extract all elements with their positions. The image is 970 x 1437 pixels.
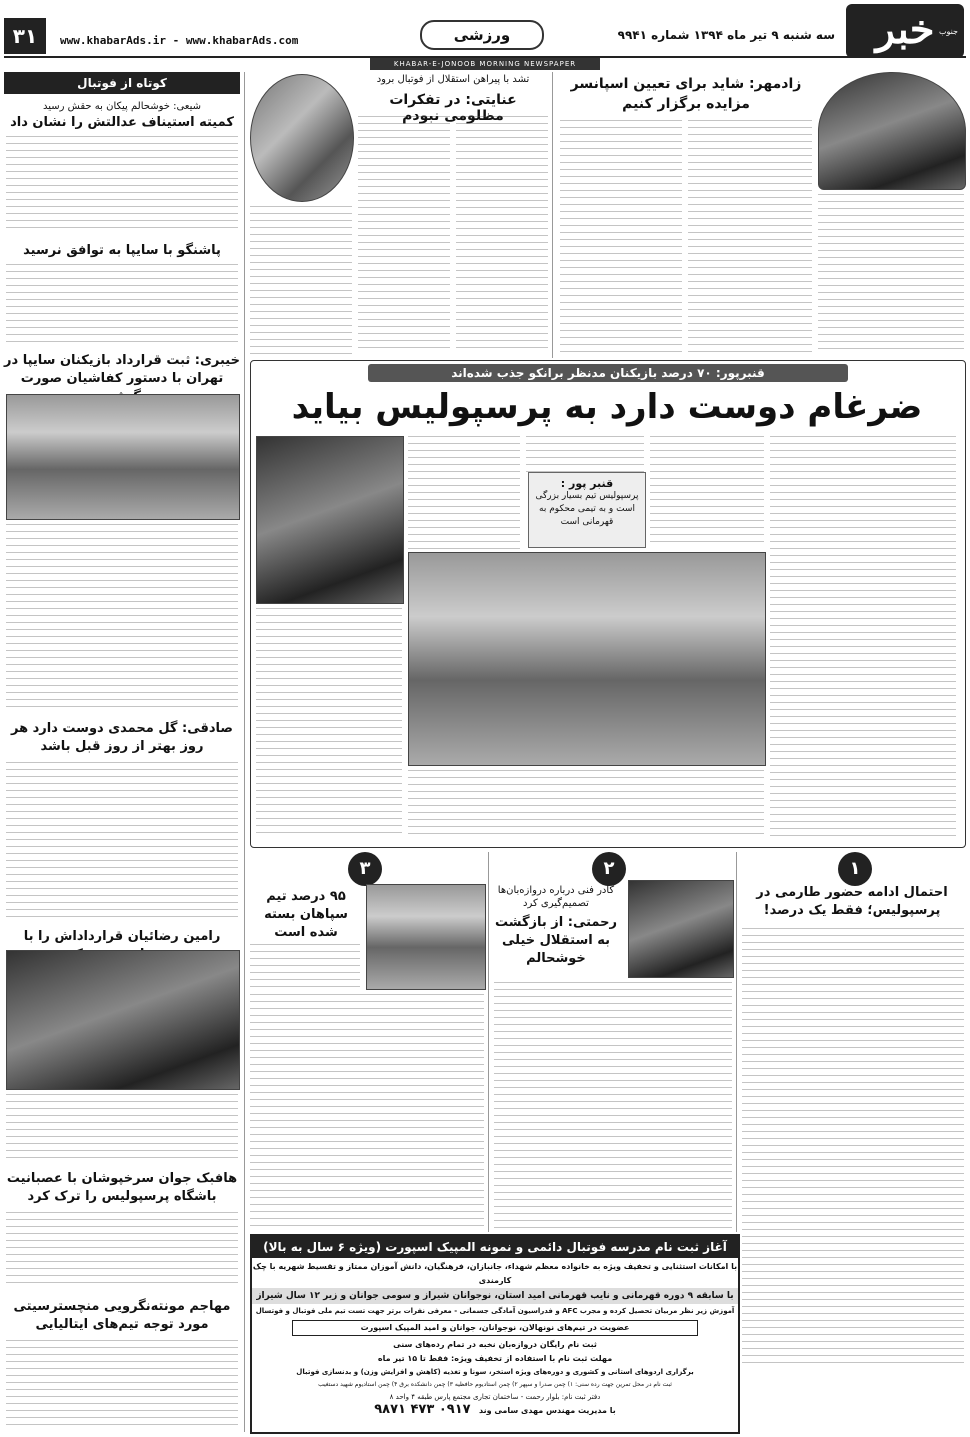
zadmehr-body-col1 <box>818 194 964 354</box>
main-article-col3-top <box>526 436 644 472</box>
sidebar-item-7-body <box>6 1340 238 1428</box>
item-2-body <box>494 982 732 1230</box>
sidebar-item-7-title: مهاجم مونته‌نگرویی منچسترسیتی مورد توجه تیم‌های ایتالیایی <box>13 1299 231 1332</box>
ad-line-6: مهلت ثبت نام با استفاده از تخفیف ویژه: فقط تا ۱۵ تیر ماه <box>377 1354 613 1363</box>
enayati-kicker: تشد با پیراهن استقلال از فوتبال برود <box>376 74 530 85</box>
item-1-body <box>742 928 964 1368</box>
ad-manager: با مدیریت مهندس مهدی سامی وند <box>478 1406 616 1415</box>
sidebar-item-4-title: صادقی: گل محمدی دوست دارد هر روز بهتر از روز قبل باشد <box>10 721 233 754</box>
item-2-kicker: کادر فنی درباره دروازه‌بان‌ها تصمیم‌گیری کرد <box>497 885 615 909</box>
ad-line-8: ثبت نام در محل تمرین جهت رده سنی: ۱) چمن صدرا و سپهر ۲) چمن استادیوم حافظیه ۳) چمن دانشکده برق ۴) چمن استادیوم شهید دستغیب <box>318 1381 672 1388</box>
item-2-number: ۲ <box>592 852 626 886</box>
ad-line-3: آموزش زیر نظر مربیان تحصیل کرده و مجرب AFC و فدراسیون آمادگی جسمانی - معرفی نفرات برتر جهت تست تیم ملی فوتبال و فوتسال <box>255 1307 735 1315</box>
ad-line-1: با امکانات استثنایی و تخفیف ویژه به خانواده معظم شهداء، جانبازان، فرهنگیان، دانش آموزان ممتاز و تقسیط شهریه با چک کارمندی <box>252 1262 738 1285</box>
sidebar-header: کوتاه از فوتبال <box>4 72 240 94</box>
pullquote-box <box>528 472 646 548</box>
website-url[interactable]: www.khabarAds.ir - www.khabarAds.com <box>60 34 299 47</box>
ad-line-9: دفتر ثبت نام: بلوار رحمت - ساختمان تجاری مجتمع پارس طبقه ۴ واحد ۸ <box>389 1393 601 1401</box>
main-article-col4-bottom <box>256 608 402 836</box>
ad-line-2: با سابقه ۹ دوره قهرمانی و نایب قهرمانی امید استان، نوجوانان شیراز و سومی جوانان و زیر ۱۲ سال شیراز <box>252 1288 738 1304</box>
ad-line-5: ثبت نام رایگان دروازه‌بان نخبه در تمام رده‌های سنی <box>393 1340 597 1349</box>
sidebar-item-6-title: هافبک جوان سرخپوشان با عصبانیت باشگاه پرسپولیس را ترک کرد <box>6 1171 238 1204</box>
main-article-col2-mid <box>650 506 764 546</box>
main-article-headline: ضرغام دوست دارد به پرسپولیس بیاید <box>291 387 923 427</box>
bottom-divider-2 <box>488 852 489 1232</box>
sidebar-item-1-title: کمیته استیناف عدالتش را نشان داد <box>10 115 234 130</box>
sidebar-item-5-body <box>6 1094 238 1164</box>
qanbarpour-photo <box>256 436 404 604</box>
item-1-title: احتمال ادامه حضور طارمی در پرسپولیس؛ فقط یک درصد! <box>756 885 948 918</box>
main-article-kicker: قنبرپور: ۷۰ درصد بازیکنان مدنظر برانکو جذب شده‌اند <box>368 364 848 382</box>
item-1-number: ۱ <box>838 852 872 886</box>
sidebar-item-6-body <box>6 1212 238 1288</box>
newspaper-logo: جنوب خبر <box>846 4 964 58</box>
ad-phone[interactable]: ۰۹۱۷ ۴۷۳ ۹۸۷۱ <box>374 1402 471 1417</box>
item-2-title: رحمتی: از بازگشت به استقلال خیلی خوشحالم <box>494 915 617 966</box>
zadmehr-title-line1: زادمهر: شاید برای تعیین اسپانسر <box>570 76 802 92</box>
top-divider <box>552 72 553 358</box>
sidebar-item-3-body <box>6 524 238 710</box>
sidebar-item-1-kicker: شیعی: خوشحالم پیکان به حقش رسید <box>42 101 202 112</box>
match-action-photo <box>408 552 766 766</box>
ad-line-4: عضویت در تیم‌های نونهالان، نوجوانان، جوانان و امید المپیک اسپورت <box>292 1320 698 1336</box>
sidebar-item-3-title: خیبری: ثبت قرارداد بازیکنان سایپا در تهران با دستور کفاشیان صورت <box>4 353 240 386</box>
masthead <box>0 0 970 60</box>
bottom-divider-1 <box>736 852 737 1232</box>
zadmehr-body-col3 <box>560 120 682 354</box>
sidebar-item-4-body <box>6 762 238 922</box>
enayati-body-col2 <box>358 116 450 354</box>
sepahan-photo <box>366 884 486 990</box>
zadmehr-body-col2 <box>688 120 812 354</box>
item-3-body-top <box>250 944 360 988</box>
section-label: ورزشی <box>420 20 544 50</box>
sidebar-photo-rezaeian <box>6 950 240 1090</box>
item-3-title: ۹۵ درصد تیم سپاهان بسته شده است <box>264 889 348 940</box>
sidebar-item-2-title: پاشنگو با سایپا به توافق نرسید <box>23 243 221 258</box>
ad-contact-row <box>252 1403 738 1418</box>
football-school-ad[interactable] <box>250 1234 740 1434</box>
main-article-col2-top <box>650 436 764 502</box>
zadmehr-headline <box>560 74 812 114</box>
sidebar-divider <box>244 72 245 1432</box>
main-article-bottom-text <box>408 770 764 836</box>
zadmehr-photo <box>818 72 966 190</box>
enayati-body-col3 <box>250 206 352 354</box>
sidebar-item-1-body <box>6 136 238 234</box>
ad-line-7: برگزاری اردوهای استانی و کشوری و دوره‌های ویژه استخر، سونا و تغذیه (کاهش و افزایش وزن) و بدنسازی فوتبال <box>296 1368 694 1376</box>
date-line: سه شنبه ۹ تیر ماه ۱۳۹۴ شماره ۹۹۴۱ <box>617 28 835 42</box>
sidebar <box>4 72 240 1432</box>
item-3-body <box>250 994 484 1230</box>
sidebar-item-5-title: رامین رضائیان قرارداداش را با <box>23 929 221 944</box>
enayati-title: عنایتی: در تفکرات مظلومی نبودم <box>389 92 517 124</box>
main-article-col1 <box>770 436 956 836</box>
ad-title: آغاز ثبت نام مدرسه فوتبال دائمی و نمونه المپیک اسپورت (ویژه ۶ سال به بالا) <box>252 1236 738 1258</box>
zadmehr-title-line2: مزایده برگزار کنیم <box>622 96 750 112</box>
pullquote-text: پرسپولیس تیم بسیار بزرگی است و به تیمی محکوم به قهرمانی است <box>535 491 639 527</box>
sidebar-photo-saipa <box>6 394 240 520</box>
page-number: ۳۱ <box>4 18 46 54</box>
item-3-number: ۳ <box>348 852 382 886</box>
rahmati-photo <box>628 880 734 978</box>
pullquote-title: قنبر پور : <box>560 477 614 490</box>
logo-subtitle: جنوب <box>938 27 958 36</box>
enayati-photo <box>250 74 354 202</box>
english-name-bar: KHABAR-E-JONOOB MORNING NEWSPAPER <box>370 58 600 70</box>
enayati-body-col1 <box>456 116 548 354</box>
sidebar-item-2-body <box>6 264 238 342</box>
